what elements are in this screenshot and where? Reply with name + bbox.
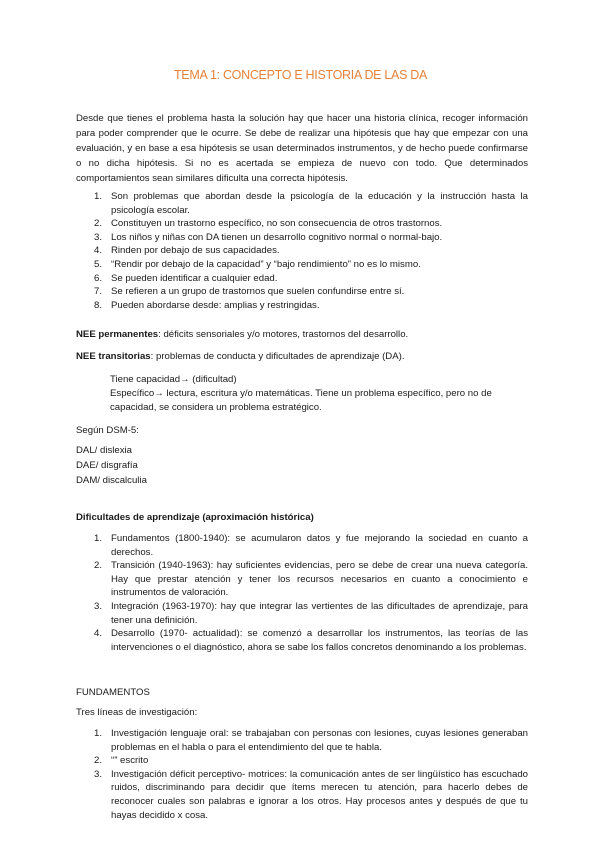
characteristics-list (76, 190, 528, 312)
dam-line: DAM/ discalculia (76, 475, 147, 486)
nee-transitorias: NEE transitorias: problemas de conducta y dificultades de aprendizaje (DA). (76, 351, 405, 362)
list-item: 2. Constituyen un trastorno específico, no son consecuencia de otros trastornos. (94, 218, 443, 230)
especifico-line: Específico→ lectura, escritura y/o matemáticas. Tiene un problema específico, pero no de capacidad, se considera un problema estratégico. (110, 388, 492, 413)
list-item: 8. Pueden abordarse desde: amplias y restringidas. (94, 299, 320, 311)
capacidad-line: Tiene capacidad→ (dificultad) (110, 374, 237, 385)
tres-lineas-heading: Tres líneas de investigación: (76, 707, 198, 718)
list-item: 1. Son problemas que abordan desde la psicología de la educación y la instrucción hasta la psicología escolar. (94, 191, 528, 216)
fundamentos-heading: FUNDAMENTOS (76, 687, 150, 698)
list-item: 3. Los niños y niñas con DA tienen un desarrollo cognitivo normal o normal-bajo. (94, 231, 443, 243)
list-item: 5. “Rendir por debajo de la capacidad” y “bajo rendimiento” no es lo mismo. (94, 258, 421, 270)
list-item: 2. Transición (1940-1963): hay suficientes evidencias, pero se debe de crear una nueva categoría. Hay que prestar atención y tener los recursos necesarios en cuanto a conocimiento e instrumentos de valoración. (94, 560, 528, 599)
dificultades-heading: Dificultades de aprendizaje (aproximación histórica) (76, 512, 314, 523)
dal-line: DAL/ dislexia (76, 445, 132, 456)
list-item: 2. “” escrito (94, 755, 149, 767)
dsm-heading: Según DSM-5: (76, 425, 139, 436)
list-item: 3. Integración (1963-1970): hay que integrar las vertientes de las dificultades de aprendizaje, para tener una definición. (94, 600, 528, 626)
list-item: 7. Se refieren a un grupo de trastornos que suelen confundirse entre sí. (94, 286, 405, 298)
historical-list (76, 532, 528, 654)
dae-line: DAE/ disgrafía (76, 460, 138, 471)
intro-paragraph: Desde que tienes el problema hasta la solución hay que hacer una historia clínica, recoger información para poder comprender que le ocurre. Se debe de realizar una hipótesis que hay que empezar con una evaluación, y en base a esa hipótesis se usan determinados instrumentos, y de hecho puede confirmarse o no dicha hipótesis. Si no es acertada se empieza de nuevo con todo. Que determinados comportamientos sean similares dificulta una correcta hipótesis. (76, 113, 528, 184)
list-item: 6. Se pueden identificar a cualquier edad. (94, 272, 278, 284)
list-item: 3. Investigación déficit perceptivo- motrices: la comunicación antes de ser lingüístico has escuchado ruidos, discriminando para decidir que ítems merecen tu atención, para hacerlo debes de reconocer cuales son palabras e ignorar a los otros. Hay procesos antes y después de que tu hayas decidido x cosa. (94, 768, 528, 821)
document-title: TEMA 1: CONCEPTO E HISTORIA DE LAS DA (173, 68, 428, 82)
list-item: 4. Rinden por debajo de sus capacidades. (94, 245, 280, 257)
list-item: 1. Fundamentos (1800-1940): se acumularon datos y fue mejorando la sociedad en cuanto a derechos. (94, 533, 528, 558)
research-lines-list (76, 727, 528, 822)
nee-permanentes: NEE permanentes: déficits sensoriales y/o motores, trastornos del desarrollo. (76, 329, 409, 340)
list-item: 1. Investigación lenguaje oral: se trabajaban con personas con lesiones, cuyas lesiones generaban problemas en el habla o para el entendimiento del que te habla. (94, 728, 528, 753)
list-item: 4. Desarrollo (1970- actualidad): se comenzó a desarrollar los instrumentos, las teorías de las intervenciones o el diagnóstico, ahora se sabe los fallos concretos denominando a los problemas. (94, 628, 529, 653)
